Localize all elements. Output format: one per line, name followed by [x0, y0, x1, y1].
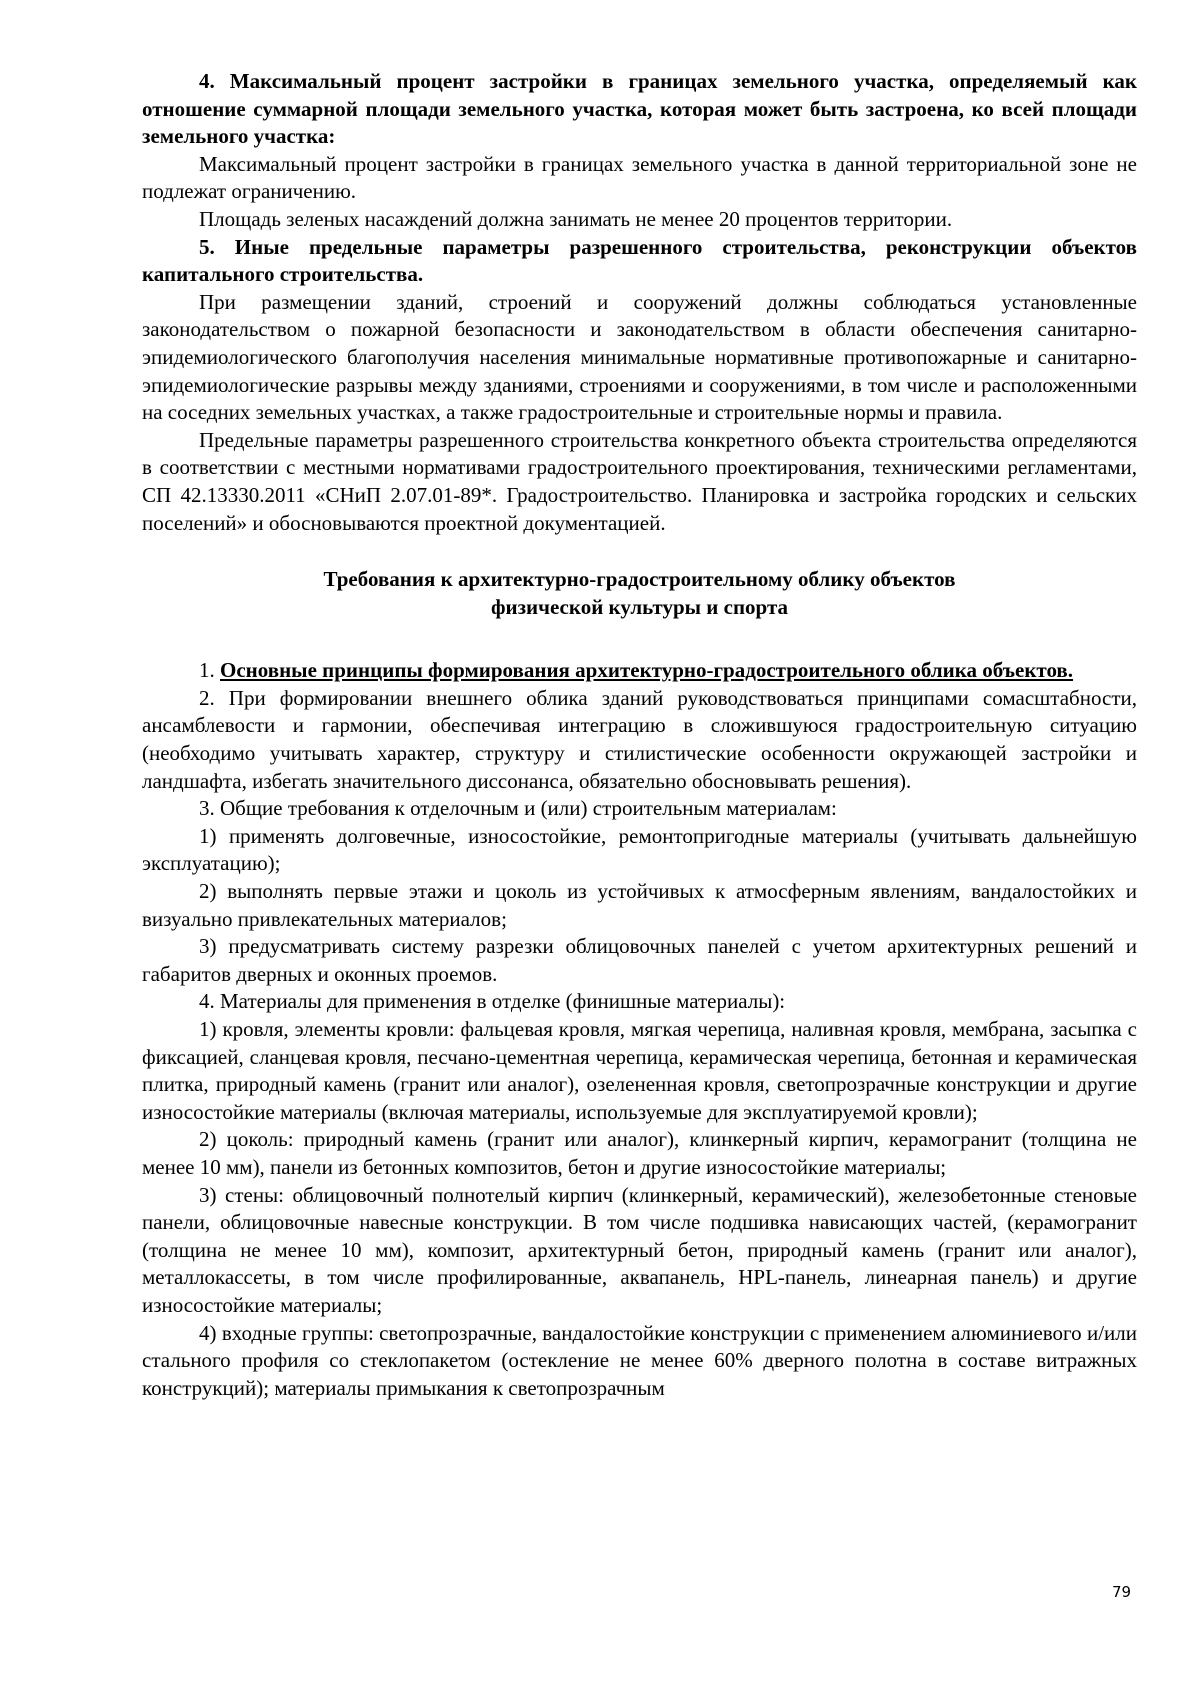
item-1-heading: Основные принципы формирования архитектурно-градостроительного облика объектов.	[220, 658, 1074, 683]
section-4-paragraph-1: Максимальный процент застройки в границах земельного участка в данной территориальной зоне не подлежат ограничению.	[142, 151, 1137, 204]
requirements-item-4-1: 1) кровля, элементы кровли: фальцевая кровля, мягкая черепица, наливная кровля, мембрана, засыпка с фиксацией, сланцевая кровля, песчано-цементная черепица, керамическая черепица, бетонная и керамическая плитка, природный камень (гранит или аналог), озелененная кровля, светопрозрачные конструкции и другие износостойкие материалы (включая материалы, используемые для эксплуатируемой кровли);	[142, 1017, 1137, 1124]
requirements-item-4-4: 4) входные группы: светопрозрачные, вандалостойкие конструкции с применением алюминиевого и/или стального профиля со стеклопакетом (остекление не менее 60% дверного полотна в составе витражных конструкций); материалы примыкания к светопрозрачным	[142, 1320, 1137, 1400]
requirements-title-line-2: физической культуры и спорта	[490, 594, 789, 619]
requirements-title-line-1: Требования к архитектурно-градостроительному облику объектов	[323, 567, 956, 592]
requirements-item-3: 3. Общие требования к отделочным и (или) строительным материалам:	[199, 796, 837, 821]
section-5-paragraph-2: Предельные параметры разрешенного строительства конкретного объекта строительства определяются в соответствии с местными нормативами градостроительного проектирования, техническими регламентами, СП 42.13330.2011 «СНиП 2.07.01-89*. Градостроительство. Планировка и застройка городских и сельских поселений» и обосновываются проектной документацией.	[142, 427, 1137, 535]
page-number: 79	[1112, 1583, 1132, 1601]
requirements-item-1	[142, 657, 1137, 685]
section-5-heading: 5. Иные предельные параметры разрешенного строительства, реконструкции объектов капитального строительства.	[142, 234, 1137, 287]
document-page	[142, 68, 1137, 1402]
requirements-item-4-3: 3) стены: облицовочный полнотелый кирпич (клинкерный, керамический), железобетонные стеновые панели, облицовочные навесные конструкции. В том числе подшивка нависающих частей, (керамогранит (толщина не менее 10 мм), композит, архитектурный бетон, природный камень (гранит или аналог), металлокассеты, в том числе профилированные, аквапанель, HPL-панель, линеарная панель) и другие износостойкие материалы;	[142, 1182, 1137, 1317]
requirements-item-2: 2. При формировании внешнего облика зданий руководствоваться принципами сомасштабности, ансамблевости и гармонии, обеспечивая интеграцию в сложившуюся градостроительную ситуацию (необходимо учитывать характер, структуру и стилистические особенности окружающей застройки и ландшафта, избегать значительного диссонанса, обязательно обосновывать решения).	[142, 685, 1137, 793]
spacer	[142, 621, 1137, 657]
requirements-item-3-3: 3) предусматривать систему разрезки облицовочных панелей с учетом архитектурных решений и габаритов дверных и оконных проемов.	[142, 934, 1137, 986]
requirements-item-4: 4. Материалы для применения в отделке (финишные материалы):	[199, 989, 786, 1014]
spacer	[142, 537, 1137, 566]
requirements-item-3-2: 2) выполнять первые этажи и цоколь из устойчивых к атмосферным явлениям, вандалостойких и визуально привлекательных материалов;	[142, 879, 1137, 931]
requirements-item-3-1: 1) применять долговечные, износостойкие, ремонтопригодные материалы (учитывать дальнейшую эксплуатацию);	[142, 823, 1137, 876]
requirements-item-4-2: 2) цоколь: природный камень (гранит или аналог), клинкерный кирпич, керамогранит (толщина не менее 10 мм), панели из бетонных композитов, бетон и другие износостойкие материалы;	[142, 1127, 1137, 1179]
section-4-paragraph-2: Площадь зеленых насаждений должна занимать не менее 20 процентов территории.	[199, 206, 953, 231]
item-1-number: 1.	[199, 658, 220, 683]
section-5-paragraph-1: При размещении зданий, строений и сооружений должны соблюдаться установленные законодательством о пожарной безопасности и законодательством в области обеспечения санитарно-эпидемиологического благополучия населения минимальные нормативные противопожарные и санитарно-эпидемиологические разрывы между зданиями, строениями и сооружениями, в том числе и расположенными на соседних земельных участках, а также градостроительные и строительные нормы и правила.	[142, 289, 1137, 425]
section-4-heading: 4. Максимальный процент застройки в границах земельного участка, определяемый как отношение суммарной площади земельного участка, которая может быть застроена, ко всей площади земельного участка:	[142, 69, 1137, 149]
